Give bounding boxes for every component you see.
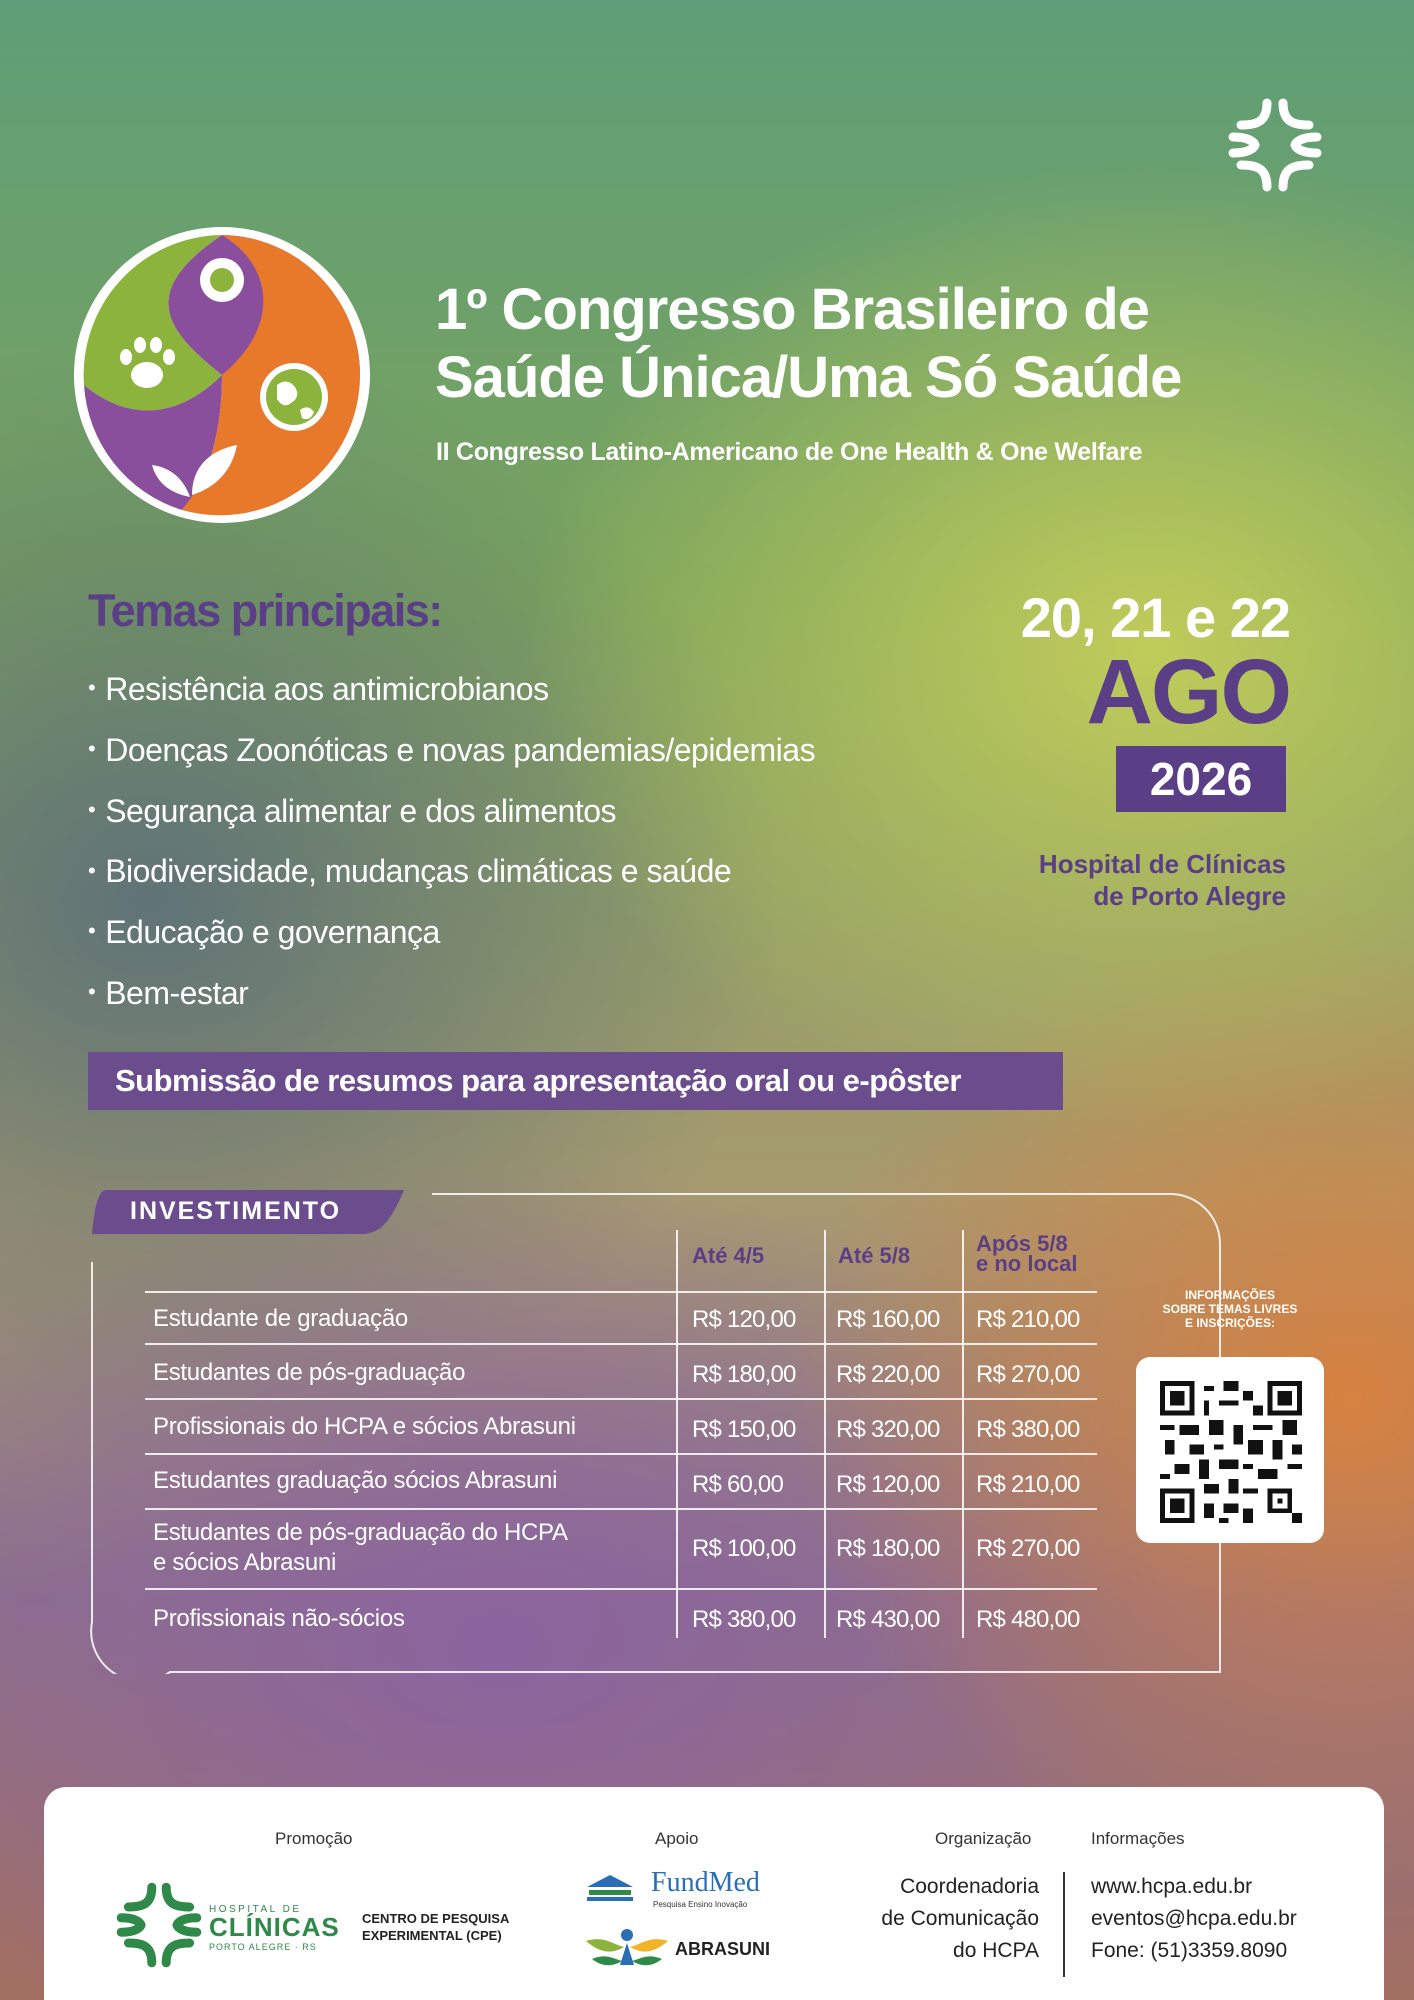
- price-cell: R$ 210,00: [976, 1471, 1080, 1498]
- table-rule: [145, 1291, 1097, 1293]
- column-header-early: Até 4/5: [692, 1243, 765, 1268]
- apoio-label: Apoio: [655, 1829, 699, 1848]
- qr-code-icon[interactable]: [1160, 1381, 1302, 1523]
- fundmed-logo-icon: [585, 1873, 635, 1903]
- event-venue: [960, 848, 1286, 912]
- event-month: AGO: [1086, 641, 1290, 743]
- price-cell: R$ 430,00: [836, 1606, 940, 1633]
- price-cell: R$ 180,00: [692, 1361, 796, 1388]
- event-subtitle: II Congresso Latino-Americano de One Health & One Welfare: [436, 438, 1143, 466]
- event-days: 20, 21 e 22: [1020, 586, 1290, 649]
- table-rule: [145, 1398, 1097, 1400]
- row-label: Estudantes graduação sócios Abrasuni: [153, 1467, 558, 1494]
- table-column-rule: [824, 1230, 826, 1638]
- price-cell: R$ 220,00: [836, 1361, 940, 1388]
- row-label: Estudante de graduação: [153, 1305, 408, 1332]
- abrasuni-name: ABRASUNI: [675, 1939, 771, 1959]
- organizacao-line-1: Coordenadoria: [900, 1875, 1039, 1898]
- price-cell: R$ 100,00: [692, 1535, 796, 1562]
- email-link[interactable]: eventos@hcpa.edu.br: [1091, 1907, 1297, 1930]
- qr-caption-line-2: SOBRE TEMAS LIVRES: [1162, 1302, 1298, 1316]
- footer-panel: [44, 1787, 1384, 2000]
- footer-divider: [1063, 1872, 1065, 1977]
- column-header-mid: Até 5/8: [838, 1243, 911, 1268]
- hospital-emblem-icon: [1225, 95, 1325, 195]
- venue-line-1: Hospital de Clínicas: [1038, 849, 1286, 879]
- column-header-late-line-2: e no local: [976, 1251, 1078, 1276]
- column-header-late: [976, 1231, 1078, 1276]
- table-rule: [145, 1453, 1097, 1455]
- price-cell: R$ 270,00: [976, 1361, 1080, 1388]
- venue-line-2: de Porto Alegre: [1093, 881, 1286, 911]
- table-rule: [145, 1343, 1097, 1345]
- row-label: Profissionais do HCPA e sócios Abrasuni: [153, 1413, 576, 1440]
- cpe-line-2: EXPERIMENTAL (CPE): [362, 1928, 502, 1943]
- table-column-rule: [962, 1230, 964, 1638]
- price-cell: R$ 380,00: [692, 1606, 796, 1633]
- theme-item: • Resistência aos antimicrobianos: [88, 660, 815, 721]
- row-label: Profissionais não-sócios: [153, 1605, 405, 1632]
- qr-caption-line-3: E INSCRIÇÕES:: [1184, 1316, 1275, 1330]
- price-cell: R$ 150,00: [692, 1416, 796, 1443]
- qr-caption-line-1: INFORMAÇÕES: [1185, 1288, 1275, 1302]
- qr-caption: [1140, 1288, 1320, 1330]
- hcpa-logo-icon: [114, 1880, 204, 1970]
- phone-text: Fone: (51)3359.8090: [1091, 1939, 1288, 1962]
- fundmed-tagline: Pesquisa Ensino Inovação: [653, 1900, 748, 1909]
- row-label-line-1: Estudantes de pós-graduação do HCPA: [153, 1519, 568, 1546]
- row-label: Estudantes de pós-graduação: [153, 1359, 466, 1386]
- organizacao-text: [881, 1871, 1039, 1967]
- theme-item: • Bem-estar: [88, 964, 815, 1025]
- informacoes-text: [1091, 1871, 1297, 1967]
- table-column-rule: [676, 1230, 678, 1638]
- column-header-late-line-1: Após 5/8: [976, 1231, 1068, 1256]
- submission-banner: Submissão de resumos para apresentação oral ou e-pôster: [88, 1052, 1063, 1110]
- organizacao-line-3: do HCPA: [953, 1939, 1039, 1962]
- cpe-label: [362, 1910, 509, 1944]
- themes-heading: Temas principais:: [88, 585, 442, 636]
- price-cell: R$ 320,00: [836, 1416, 940, 1443]
- theme-item: • Segurança alimentar e dos alimentos: [88, 782, 815, 843]
- price-cell: R$ 160,00: [836, 1306, 940, 1333]
- row-label: [153, 1518, 568, 1578]
- theme-item: • Biodiversidade, mudanças climáticas e saúde: [88, 842, 815, 903]
- price-cell: R$ 270,00: [976, 1535, 1080, 1562]
- cpe-line-1: CENTRO DE PESQUISA: [362, 1911, 510, 1926]
- organizacao-line-2: de Comunicação: [881, 1907, 1039, 1930]
- price-cell: R$ 180,00: [836, 1535, 940, 1562]
- title-line-2: Saúde Única/Uma Só Saúde: [435, 345, 1182, 410]
- price-cell: R$ 120,00: [692, 1306, 796, 1333]
- promocao-label: Promoção: [275, 1829, 353, 1848]
- table-rule: [145, 1508, 1097, 1510]
- title-line-1: 1º Congresso Brasileiro de: [435, 277, 1149, 342]
- price-cell: R$ 120,00: [836, 1471, 940, 1498]
- price-cell: R$ 480,00: [976, 1606, 1080, 1633]
- informacoes-label: Informações: [1091, 1829, 1185, 1848]
- price-cell: R$ 60,00: [692, 1471, 784, 1498]
- svg-text:PORTO ALEGRE · RS: PORTO ALEGRE · RS: [209, 1942, 317, 1952]
- themes-list: [88, 660, 815, 1025]
- website-link[interactable]: www.hcpa.edu.br: [1091, 1875, 1253, 1898]
- investment-label: INVESTIMENTO: [130, 1197, 342, 1225]
- event-year: 2026: [1116, 746, 1286, 812]
- one-health-logo: [72, 225, 372, 525]
- table-rule: [145, 1588, 1097, 1590]
- theme-item: • Doenças Zoonóticas e novas pandemias/epidemias: [88, 721, 815, 782]
- organizacao-label: Organização: [935, 1829, 1032, 1848]
- abrasuni-logo-icon: [584, 1925, 670, 1973]
- hcpa-wordmark: [209, 1902, 349, 1954]
- price-cell: R$ 380,00: [976, 1416, 1080, 1443]
- event-title: [435, 276, 1335, 412]
- row-label-line-2: e sócios Abrasuni: [153, 1549, 337, 1576]
- fundmed-name: FundMed: [651, 1867, 760, 1898]
- price-cell: R$ 210,00: [976, 1306, 1080, 1333]
- svg-text:CLÍNICAS: CLÍNICAS: [209, 1912, 340, 1942]
- theme-item: • Educação e governança: [88, 903, 815, 964]
- svg-text:HOSPITAL DE: HOSPITAL DE: [209, 1904, 302, 1915]
